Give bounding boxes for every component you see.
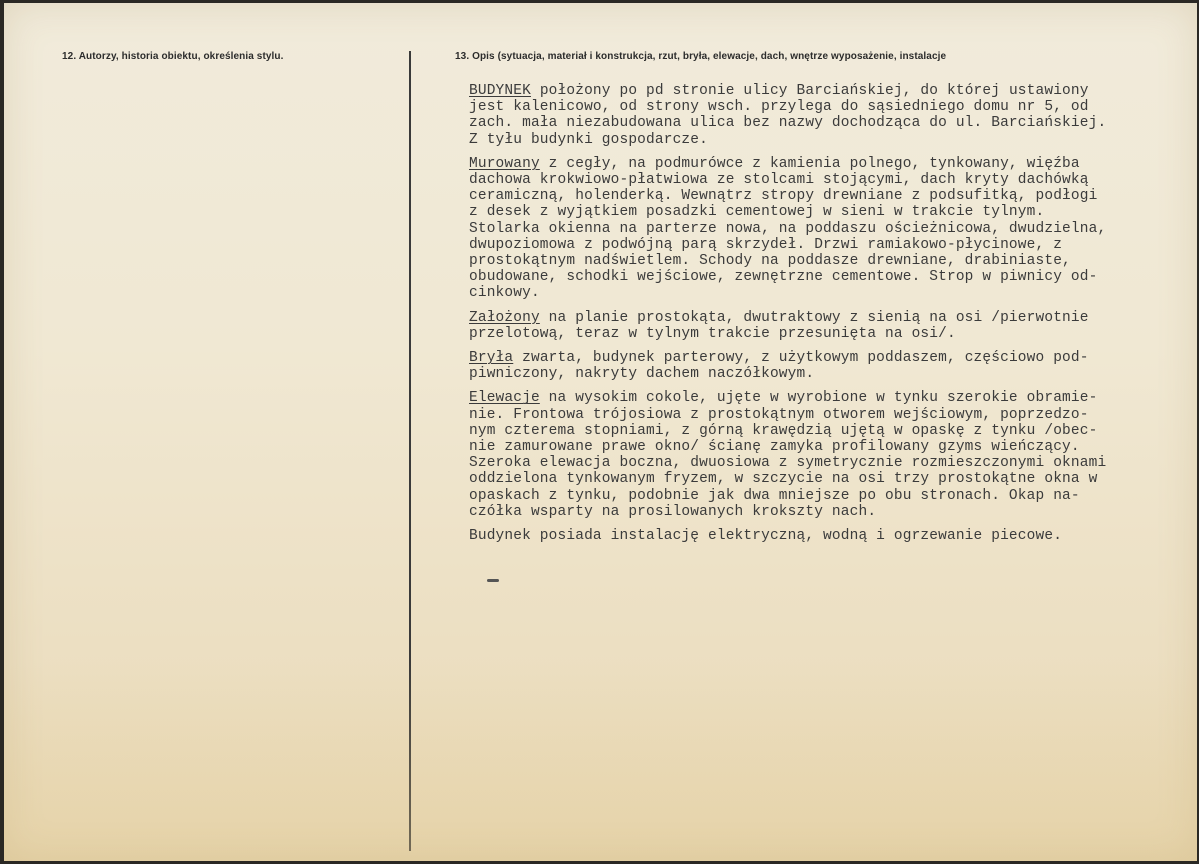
line-text: jest kalenicowo, od strony wsch. przylega do sąsiedniego domu nr 5, od — [469, 99, 1089, 116]
text-line — [469, 172, 1189, 188]
text-line — [469, 455, 1189, 471]
ink-mark — [487, 579, 499, 582]
text-line — [469, 326, 1189, 342]
line-text: oddzielona tynkowanym fryzem, w szczycie na osi trzy prostokątne okna w — [469, 471, 1098, 488]
section-12-header: 12. Autorzy, historia obiektu, określenia stylu. — [62, 51, 284, 62]
line-text: nie. Frontowa trójosiowa z prostokątnym otworem wejściowym, poprzedzo- — [469, 406, 1089, 423]
column-divider — [409, 51, 411, 851]
text-line — [469, 488, 1189, 504]
text-line — [469, 269, 1189, 285]
text-line — [469, 285, 1189, 301]
text-line — [469, 528, 1189, 544]
line-text: przelotową, teraz w tylnym trakcie przesunięta na osi/. — [469, 325, 956, 342]
text-line — [469, 221, 1189, 237]
form-sheet — [4, 3, 1197, 861]
line-text: z desek z wyjątkiem posadzki cementowej w sieni w trakcie tylnym. — [469, 204, 1045, 221]
line-text: ceramiczną, holenderką. Wewnątrz stropy drewniane z podsufitką, podłogi — [469, 188, 1098, 205]
line-text: zwarta, budynek parterowy, z użytkowym poddaszem, częściowo pod- — [513, 350, 1089, 367]
section-13-header: 13. Opis (sytuacja, materiał i konstrukcja, rzut, bryła, elewacje, dach, wnętrze wyposażenie, instalacje — [455, 51, 947, 62]
line-text: z cegły, na podmurówce z kamienia polnego, tynkowany, więźba — [539, 155, 1080, 172]
text-line — [469, 83, 1189, 99]
line-text: zach. mała niezabudowana ulica bez nazwy dochodząca do ul. Barciańskiej. — [469, 115, 1107, 132]
text-line — [469, 156, 1189, 172]
description-text — [469, 83, 1189, 552]
line-text: piwniczony, nakryty dachem naczółkowym. — [469, 366, 815, 383]
text-line — [469, 390, 1189, 406]
text-line — [469, 99, 1189, 115]
text-line — [469, 423, 1189, 439]
text-line — [469, 471, 1189, 487]
text-line — [469, 115, 1189, 131]
line-text: czółka wsparty na prosilowanych krokszty nach. — [469, 503, 877, 520]
text-line — [469, 132, 1189, 148]
text-line — [469, 407, 1189, 423]
line-text: cinkowy. — [469, 285, 540, 302]
line-text: na planie prostokąta, dwutraktowy z sienią na osi /pierwotnie — [539, 309, 1089, 326]
description-paragraph — [469, 528, 1189, 544]
line-text: nym czterema stopniami, z górną krawędzią ujętą w opaskę z tynku /obec- — [469, 422, 1098, 439]
description-paragraph — [469, 350, 1189, 382]
text-line — [469, 439, 1189, 455]
line-text: Szeroka elewacja boczna, dwuosiowa z symetrycznie rozmieszczonymi oknami — [469, 455, 1107, 472]
text-line — [469, 237, 1189, 253]
description-paragraph — [469, 390, 1189, 520]
paragraph-keyword: Murowany — [469, 155, 540, 172]
paragraph-keyword: Bryła — [469, 350, 514, 367]
text-line — [469, 188, 1189, 204]
description-paragraph — [469, 83, 1189, 148]
text-line — [469, 310, 1189, 326]
description-paragraph — [469, 156, 1189, 302]
line-text: Stolarka okienna na parterze nowa, na poddaszu ościeżnicowa, dwudzielna, — [469, 220, 1107, 237]
line-text: opaskach z tynku, podobnie jak dwa mniejsze po obu stronach. Okap na- — [469, 487, 1080, 504]
line-text: Budynek posiada instalację elektryczną, wodną i ogrzewanie piecowe. — [469, 528, 1063, 545]
paragraph-keyword: Elewacje — [469, 390, 540, 407]
line-text: obudowane, schodki wejściowe, zewnętrzne cementowe. Strop w piwnicy od- — [469, 269, 1098, 286]
paragraph-keyword: BUDYNEK — [469, 83, 531, 99]
text-line — [469, 504, 1189, 520]
description-paragraph — [469, 310, 1189, 342]
text-line — [469, 366, 1189, 382]
line-text: dachowa krokwiowo-płatwiowa ze stolcami stojącymi, dach kryty dachówką — [469, 172, 1089, 189]
line-text: dwupoziomowa z podwójną parą skrzydeł. Drzwi ramiakowo-płycinowe, z — [469, 236, 1063, 253]
line-text: prostokątnym nadświetlem. Schody na poddasze drewniane, drabiniaste, — [469, 253, 1071, 270]
text-line — [469, 350, 1189, 366]
paragraph-keyword: Założony — [469, 309, 540, 326]
text-line — [469, 253, 1189, 269]
line-text: Z tyłu budynki gospodarcze. — [469, 131, 708, 148]
line-text: na wysokim cokole, ujęte w wyrobione w tynku szerokie obramie- — [539, 390, 1098, 407]
line-text: położony po pd stronie ulicy Barciańskiej, do której ustawiony — [530, 83, 1089, 99]
text-line — [469, 204, 1189, 220]
line-text: nie zamurowane prawe okno/ ścianę zamyka profilowany gzyms wieńczący. — [469, 439, 1080, 456]
